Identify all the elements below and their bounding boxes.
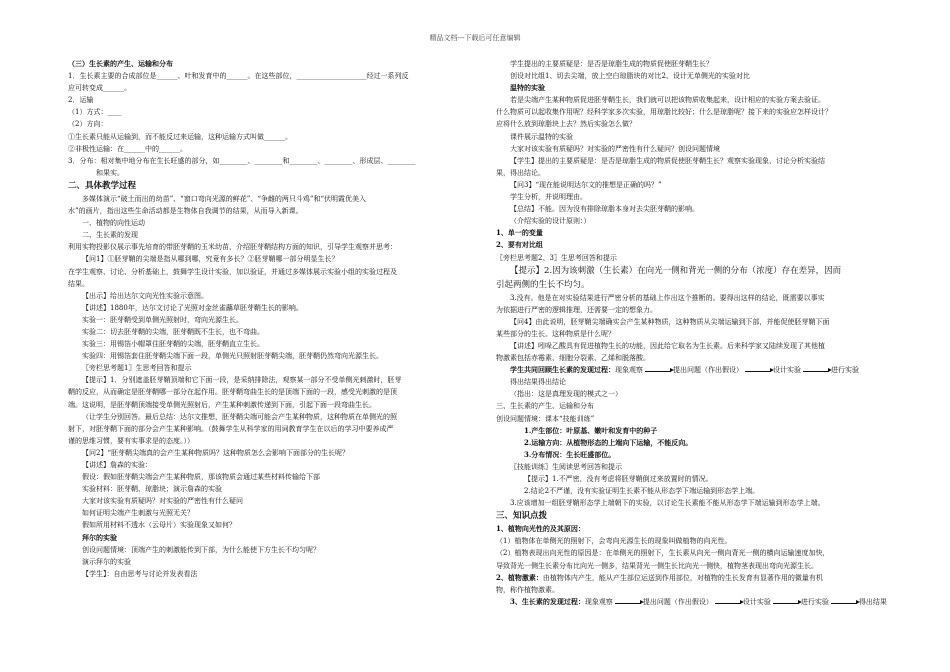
left-text-line: 一、植物的向性运动 xyxy=(82,219,145,228)
right-text-line: 学生提出的主要质疑是：是否是琼脂生成的物质促使胚芽鞘生长？ xyxy=(510,60,713,68)
flow-lead: 学生共同回顾生长素的发现过程： xyxy=(510,365,615,375)
right-text-line: 应将什么放到琼脂块上去？然后实验怎么做？ xyxy=(496,120,636,129)
right-column xyxy=(496,58,888,608)
left-text-line: （让学生分别回答。最后总结：达尔文推想，胚芽鞘尖端可能会产生某种物质，这种物质在单侧光的照 xyxy=(82,412,397,421)
left-text-line: 和果实。 xyxy=(96,168,124,177)
left-text-line: 结果。 xyxy=(68,279,89,288)
flow2-lead: 3、生长素的发现过程： xyxy=(510,596,585,606)
left-column xyxy=(68,58,468,580)
right-text-line: 【学生】提出的主要质疑是：是否是琼脂生成的物质促使胚芽鞘生长？观察实验现象、讨论分析实验结 xyxy=(510,156,825,165)
left-text-line: 3．分布：相对集中地分布在生长旺盛的部分，如________、________和________、________、形成层、________ xyxy=(68,156,416,165)
right-text-line: 果，得出结论。 xyxy=(496,168,545,177)
right-text-line: 2.运输方向：从植物形态的上端向下运输，不能反向。 xyxy=(524,437,693,447)
left-text-line: 【讲述】1880年，达尔文讨论了光照对金丝雀虉草胚芽鞘生长的影响。 xyxy=(82,303,303,312)
right-text-line: 2、植物激素：由植物体内产生，能从产生部位运送到作用部位，对植物的生长发育有显著作用的微量有机 xyxy=(496,572,823,582)
flow2-step: 设计实验 xyxy=(742,597,771,606)
left-text-line: 射下，对胚芽鞘下面的部分会产生某种影响。（鼓舞学生从科学家的用词教育学生在以后的学习中要养成严 xyxy=(68,424,394,433)
right-text-line: 若是尖端产生某种物质促进胚芽鞘生长，我们就可以把该物质收集起来，设计相应的实验方案去验证。 xyxy=(510,96,825,105)
right-text-line: 三、知识点拨 xyxy=(496,511,548,522)
left-text-line: 端。这说明，是胚芽鞘顶端接受单侧光照射后，产生某种刺激传递到下面，引起下面一段弯曲生长。 xyxy=(68,400,376,409)
left-text-line: 实验四：用锡箔套住胚芽鞘尖端下面一段，单侧光只照射胚芽鞘尖端，胚芽鞘仍然弯向光源生长。 xyxy=(82,352,383,361)
flow-step: 进行实验 xyxy=(831,366,859,375)
arrow-icon xyxy=(831,599,857,604)
right-text-line: 【提示】1.不严密，没有考虑将胚芽鞘倒过来放置时的情况。 xyxy=(524,475,713,483)
right-text-line: 得出结果得出结论 xyxy=(510,378,566,387)
left-text-line: （1）方式：____ xyxy=(68,108,122,117)
right-text-line: 3.分布情况：生长旺盛部位。 xyxy=(524,449,616,459)
right-text-line: 什么物质可以起收集作用呢？经科学家多次实验，用琼脂比较好；什么是琼脂呢？接下来的实验应怎样设计？ xyxy=(496,108,832,117)
left-text-line: 【讲述】詹森的实验： xyxy=(82,461,152,469)
right-text-line: 3.应该增加一组胚芽鞘形态学上端朝下的实验，以讨论生长素能不能从形态学下端运输到形态学上端。 xyxy=(510,499,825,508)
left-text-line: 〖旁栏思考题1〗生思考回答和提示 xyxy=(82,364,192,373)
left-text-line: 【问1】①胚芽鞘的尖端是指从哪到哪，究竟有多长？②胚芽鞘哪一部分明显生长？ xyxy=(82,255,339,264)
right-text-line: 【问3】“现在能说明达尔文的推想是正确的吗？” xyxy=(510,180,662,189)
left-text-line: 二、生长素的发现 xyxy=(82,231,138,240)
left-text-line: 演示拜尔的实验 xyxy=(82,557,131,566)
left-text-line: 应可转变成______。 xyxy=(68,84,131,93)
arrow-icon xyxy=(645,367,671,372)
right-text-line: 三、生长素的产生、运输和分布 xyxy=(496,402,594,411)
right-text-line: 大家对该实验有质疑吗？对实验的严密性有什么疑问？创设问题情境 xyxy=(510,144,720,153)
arrow-icon xyxy=(615,599,641,604)
right-text-line: 2、要有对比组 xyxy=(496,240,543,250)
flow2-step: 进行实验 xyxy=(800,597,829,606)
arrow-icon xyxy=(773,599,799,604)
right-text-line: 课件展示温特的实验 xyxy=(510,132,573,141)
flow-step: 现象观察 xyxy=(615,366,643,375)
right-text-line: 为依据进行严密的逻辑推理，还需要一定的想象力。 xyxy=(496,305,657,314)
left-text-line: 拜尔的实验 xyxy=(82,532,117,542)
flow-step: 设计实验 xyxy=(773,366,801,375)
left-text-line: 二、具体教学过程 xyxy=(68,180,137,191)
left-text-line: （三）生长素的产生、运输和分布 xyxy=(68,59,173,68)
right-text-line: 引起两侧的生长不均匀。 xyxy=(496,279,590,290)
left-text-line: 假如所用材料不透水（云母片）实验现象又如何？ xyxy=(82,521,236,530)
left-text-line: 1．生长素主要的合成部位是______、叶和发育中的______。在这些部位，____________________经过一系列反 xyxy=(68,72,409,81)
left-text-line: ①生长素只能从运输到，而不能反过来运输，这种运输方式叫做______。 xyxy=(68,132,292,141)
left-text-line: 实验三：用锡箔小帽罩住胚芽鞘的尖端，胚芽鞘直立生长。 xyxy=(82,340,264,349)
arrow-icon xyxy=(745,367,771,372)
left-text-line: 假设：假如胚芽鞘尖端会产生某种物质，那该物质会通过某些材料传输给下部 xyxy=(82,473,320,482)
right-text-line: 3.没有。他是在对实验结果进行严密分析的基础上作出这个推断的。要得出这样的结论，既需要以事实 xyxy=(510,293,825,302)
flow-process-line xyxy=(496,364,888,376)
left-text-line: 【出示】给出达尔文向光性实验示意图。 xyxy=(82,291,208,300)
left-text-line: 实验二：切去胚芽鞘的尖端，胚芽鞘既不生长，也不弯曲。 xyxy=(82,327,264,336)
right-text-line: 物，称作植物激素。 xyxy=(496,585,559,594)
left-text-line: 【问2】“胚芽鞘尖端真的会产生某种物质吗？这种物质怎么会影响下面部分的生长呢？ xyxy=(82,448,350,457)
right-text-line: （指出：这是真理发现的模式之一） xyxy=(510,390,622,399)
right-text-line: 1.产生部位：叶原基、嫩叶和发育中的种子 xyxy=(524,425,658,435)
flow2-step: 得出结果 xyxy=(858,597,887,606)
right-text-line: 【讲述】吲哚乙酸具有促进植物生长的功能，因此给它取名为生长素。后来科学家又陆续发现了其他植 xyxy=(510,341,825,350)
right-text-line: 【提示】2.因为该刺激（生长素）在向光一侧和背光一侧的分布（浓度）存在差异，因而 xyxy=(510,265,842,276)
flow2-process-line xyxy=(496,596,888,608)
flow2-step: 提出问题（作出假设） xyxy=(642,597,713,606)
right-text-line: 〖旁栏思考题2、3〗生思考回答和提示 xyxy=(496,253,617,262)
left-text-line: 大家对该实验有质疑吗？对实验的严密性有什么疑问 xyxy=(82,497,243,506)
left-text-line: 【提示】1．分别遮盖胚芽鞘顶端和它下面一段，是采纳排除法，观察某一部分不受单侧光刺激时，胚芽 xyxy=(82,376,402,385)
right-text-line: （介绍实验的设计原则：） xyxy=(510,217,591,226)
right-text-line: 1、单一的变量 xyxy=(496,228,543,238)
right-text-line: 导致背光一侧生长素分布比向光一侧多，结果背光一侧生长比向光一侧快，植物茎表现出弯向光源生长。 xyxy=(496,561,818,570)
right-text-line: 温特的实验 xyxy=(510,83,545,93)
flow2-step: 现象观察 xyxy=(584,597,613,606)
left-text-line: 【学生】：自由思考与讨论并发表看法 xyxy=(82,569,198,578)
left-text-line: 利用实物投影仪展示事先培育的带胚芽鞘的玉米幼苗，介绍胚芽鞘结构方面的知识，引导学生观察并思考： xyxy=(68,243,397,252)
right-text-line: 〖技能训练〗生阅读思考回答和提示 xyxy=(510,462,622,471)
left-text-line: （2）方向： xyxy=(68,120,108,129)
right-text-line: （2）植物表现出向光性的原因是：在单侧光的照射下，生长素从向光一侧向背光一侧的横向运输速度加快， xyxy=(496,549,830,558)
right-text-line: 【总结】不能。因为没有排除琼脂本身对去尖胚芽鞘的影响。 xyxy=(510,205,699,214)
right-text-line: 某些部分的生长。这种物质是什么呢？ xyxy=(496,329,615,338)
right-text-line: 【问4】由此说明，胚芽鞘尖端确实会产生某种物质，这种物质从尖端运输到下部，并能促使胚芽鞘下面 xyxy=(510,317,830,326)
right-text-line: 1、植物向光性的及其原因： xyxy=(496,524,585,534)
flow-step: 提出问题（作出假设） xyxy=(673,366,743,375)
left-text-line: 谨的思维习惯，要有实事求是的态度。）） xyxy=(68,436,194,445)
arrow-icon xyxy=(715,599,741,604)
right-text-line: 2.结论2不严谨，没有实验证明生长素不能从形态学下端运输到形态学上端。 xyxy=(524,487,760,496)
left-text-line: ②非极性运输：在______中的______。 xyxy=(68,144,187,153)
right-text-line: 学生分析，并说明理由。 xyxy=(510,193,587,202)
left-text-line: 创设问题情境：顶端产生的刺激能传到下部，为什么能使下方生长不均匀呢？ xyxy=(82,545,320,554)
left-text-line: 鞘的反应，从而确定是胚芽鞘哪一部分在起作用。胚芽鞘弯曲生长的是顶端下面的一段，感受光刺激的是顶 xyxy=(68,388,397,397)
arrow-icon xyxy=(803,367,829,372)
right-text-line: （1）植物体在单侧光的照射下，会弯向光源生长的现象叫做植物的向光性。 xyxy=(496,537,732,546)
right-text-line: 创设问题情境：课本“技能训练” xyxy=(496,414,595,423)
left-text-line: 实验材料：胚芽鞘、琼脂块；演示詹森的实验 xyxy=(82,485,222,494)
left-text-line: 如何证明尖端产生刺激与光照无关？ xyxy=(82,509,194,518)
right-text-line: 物激素包括赤霉素、细胞分裂素、乙烯和脱落酸。 xyxy=(496,354,650,363)
page-header: 精品文档---下载后可任意编辑 xyxy=(429,34,521,42)
left-text-line: 在学生观察、讨论、分析基础上，鼓舞学生设计实验，加以验证，并通过多媒体展示实验小组的实验过程及 xyxy=(68,267,397,276)
left-text-line: 水”的画片，指出这些生命活动都是生物体自我调节的结果，从而导入新课。 xyxy=(68,207,303,216)
left-text-line: 实验一：胚芽鞘受到单侧光照射时，弯向光源生长。 xyxy=(82,315,243,324)
left-text-line: 多媒体演示“破土而出的幼苗”、“窗口弯向光源的鲜花”、“争雌的两只斗鸡”和“伏明霞优美入 xyxy=(82,194,367,203)
left-text-line: 2．运输 xyxy=(68,96,94,105)
right-text-line: 创设对比组1、切去尖端，放上空白琼脂块的对比2、设计无单侧光的实验对比 xyxy=(510,72,750,81)
